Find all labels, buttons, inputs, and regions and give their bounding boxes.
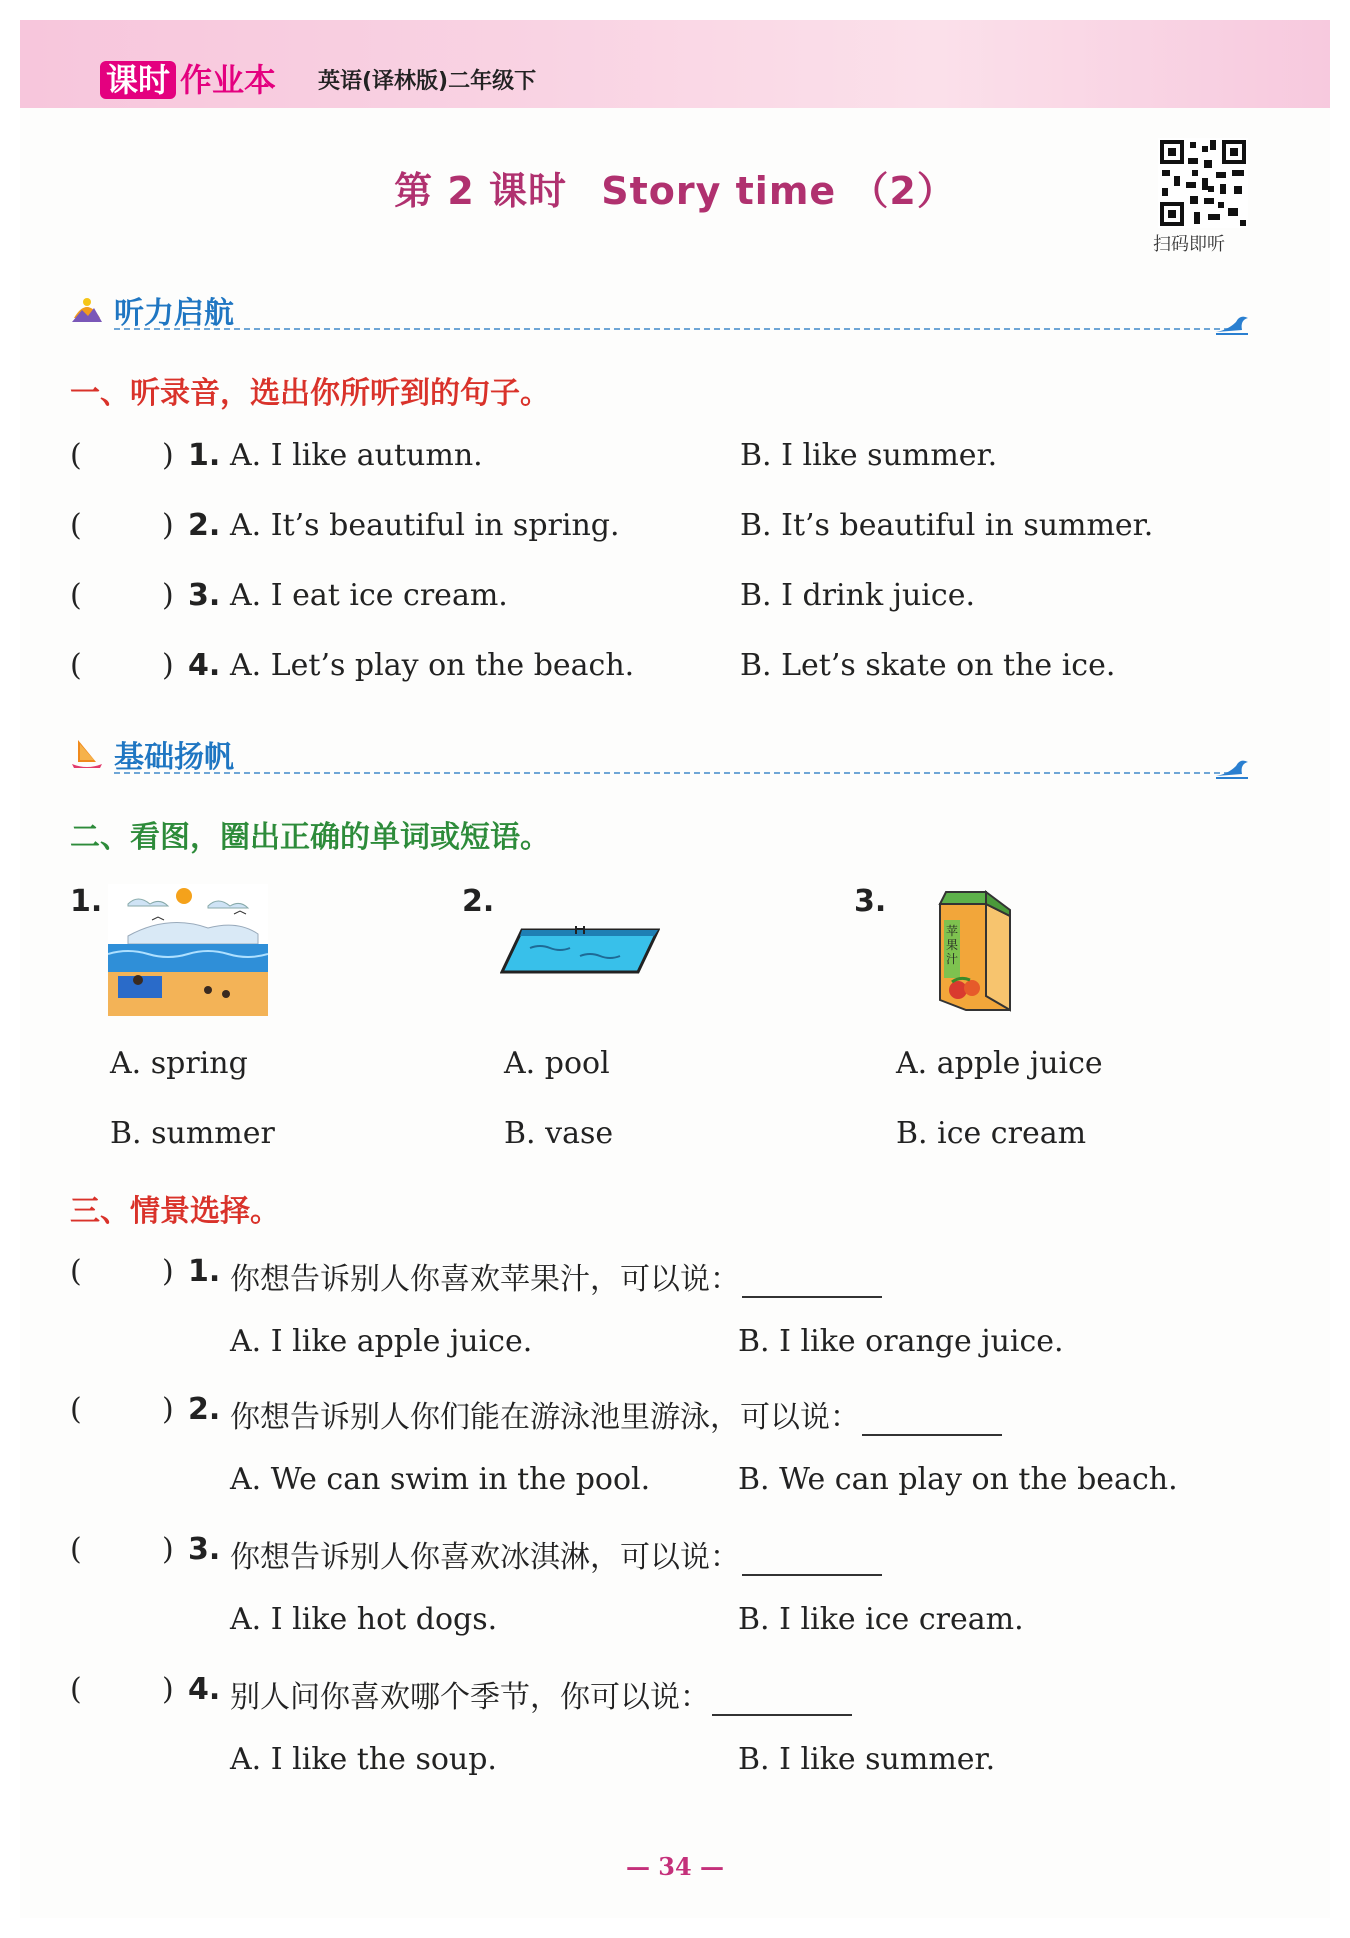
q3-item: ( ) 2. 你想告诉别人你们能在游泳池里游泳，可以说：	[70, 1392, 1270, 1432]
q2-item-number: 1.	[70, 884, 103, 919]
beach-scene-icon	[108, 884, 268, 1016]
page-title: 第 2 课时 Story time （2）	[394, 169, 956, 213]
answer-blank[interactable]	[862, 1408, 1002, 1436]
q2-item-number: 2.	[462, 884, 495, 919]
q1-item: ( ) 4. A. Let’s play on the beach. B. Let’s skate on the ice.	[70, 648, 1116, 683]
subject-label: 英语(译林版)二年级下	[318, 69, 537, 94]
q2-option-a[interactable]: A. pool	[504, 1046, 610, 1081]
answer-blank[interactable]	[712, 1688, 852, 1716]
q3-title: 三、情景选择。	[70, 1194, 280, 1229]
answer-blank[interactable]	[742, 1270, 882, 1298]
section-header-basics: 基础扬帆	[70, 732, 1250, 772]
q2-option-b[interactable]: B. vase	[504, 1116, 614, 1151]
juice-carton-icon	[930, 890, 1020, 1014]
swimming-pool-icon	[500, 926, 660, 976]
wave-icon	[1214, 754, 1250, 780]
q3-options: A. I like apple juice. B. I like orange juice.	[230, 1324, 1064, 1359]
sail-icon	[70, 736, 104, 770]
section-divider	[114, 328, 1230, 330]
q3-options: A. I like hot dogs. B. I like ice cream.	[230, 1602, 1024, 1637]
wave-icon	[1214, 310, 1250, 336]
q2-item-number: 3.	[854, 884, 887, 919]
q1-item: ( ) 3. A. I eat ice cream. B. I drink juice.	[70, 578, 975, 613]
q2-option-b[interactable]: B. ice cream	[896, 1116, 1087, 1151]
q2-option-a[interactable]: A. apple juice	[896, 1046, 1103, 1081]
q3-item: ( ) 4. 别人问你喜欢哪个季节，你可以说：	[70, 1672, 1270, 1712]
q3-options: A. We can swim in the pool. B. We can play on the beach.	[230, 1462, 1178, 1497]
page-number: — 34 —	[625, 1852, 725, 1881]
q1-title: 一、听录音，选出你所听到的句子。	[70, 376, 550, 411]
mountain-sun-icon	[70, 292, 104, 326]
qr-label: 扫码即听	[1153, 234, 1225, 255]
q1-item: ( ) 2. A. It’s beautiful in spring. B. It’s beautiful in summer.	[70, 508, 1154, 543]
q1-item: ( ) 1. A. I like autumn. B. I like summer.	[70, 438, 998, 473]
q2-title: 二、看图，圈出正确的单词或短语。	[70, 820, 550, 855]
q3-options: A. I like the soup. B. I like summer.	[230, 1742, 996, 1777]
q3-item: ( ) 1. 你想告诉别人你喜欢苹果汁，可以说：	[70, 1254, 1270, 1294]
q2-option-b[interactable]: B. summer	[110, 1116, 275, 1151]
carton-label: 苹果汁	[945, 924, 958, 966]
brand-logo: 课时 作业本	[100, 55, 276, 101]
qr-code-icon[interactable]	[1158, 138, 1248, 228]
section-header-listening: 听力启航	[70, 288, 1250, 328]
answer-blank[interactable]	[742, 1548, 882, 1576]
q3-item: ( ) 3. 你想告诉别人你喜欢冰淇淋，可以说：	[70, 1532, 1270, 1572]
q2-option-a[interactable]: A. spring	[110, 1046, 248, 1081]
section-divider	[114, 772, 1230, 774]
